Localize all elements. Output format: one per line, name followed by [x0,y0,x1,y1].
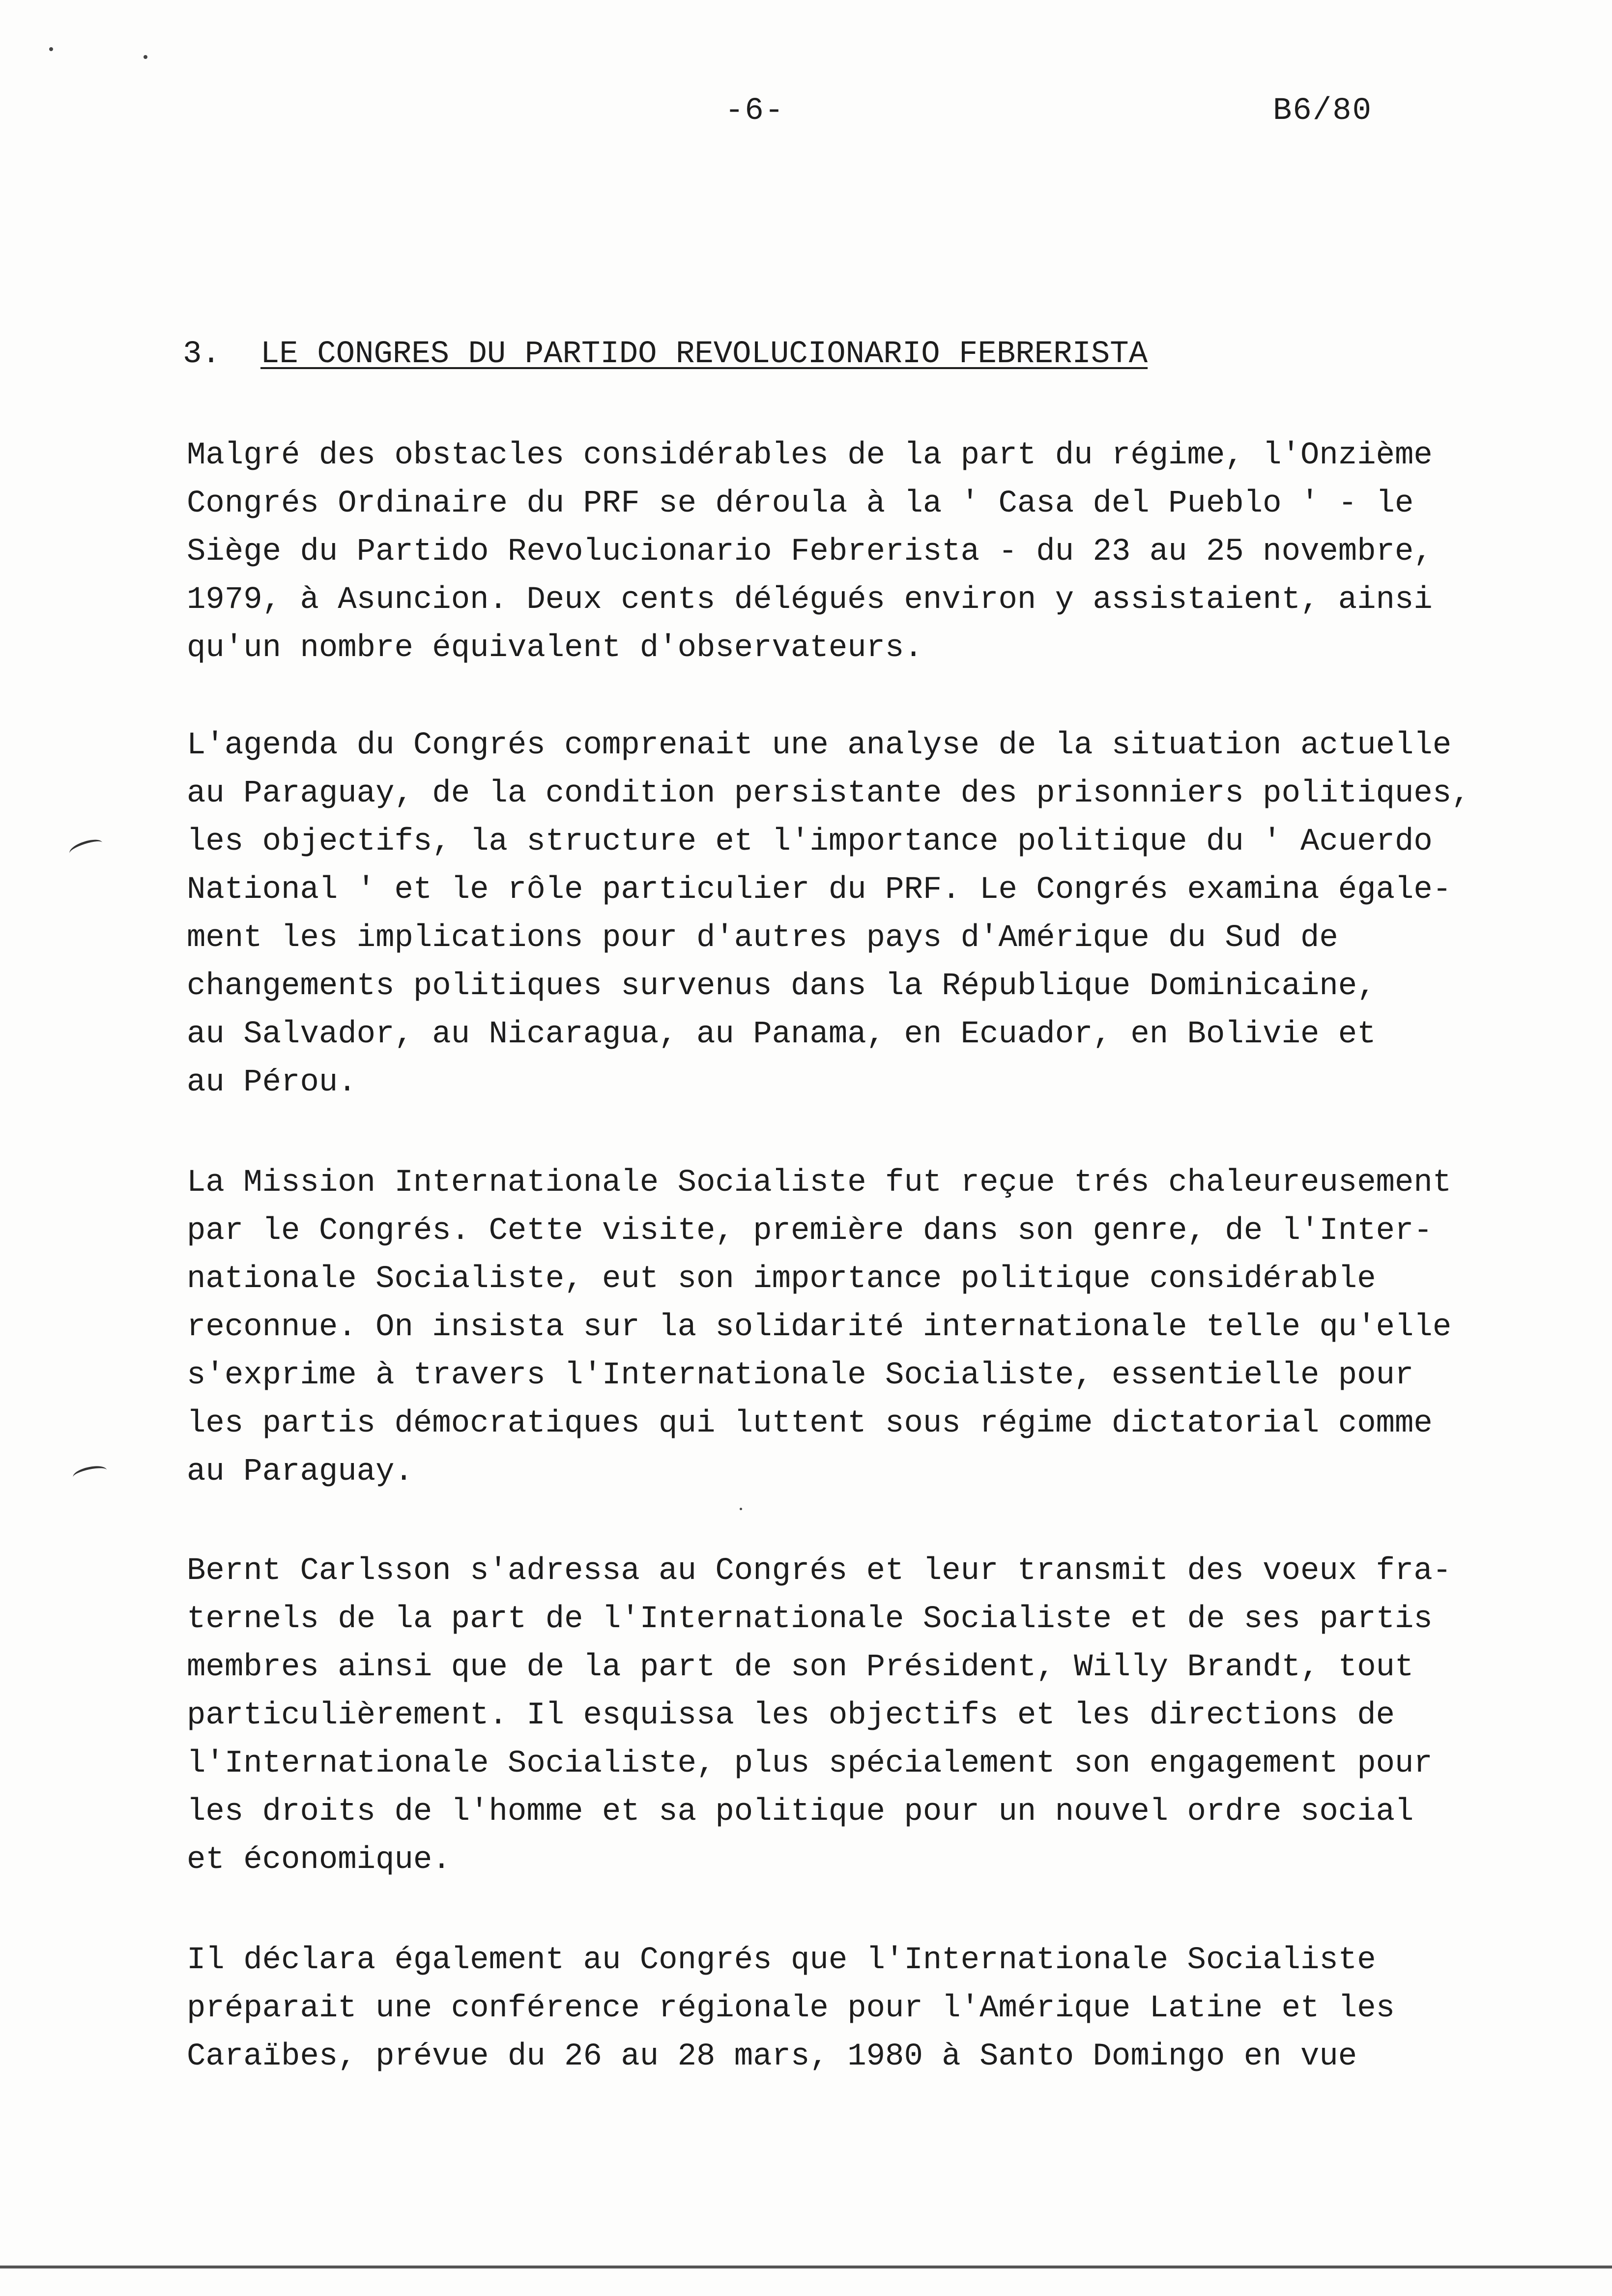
text-line: 1979, à Asuncion. Deux cents délégués environ y assistaient, ainsi [187,582,1433,618]
text-line: La Mission Internationale Socialiste fut reçue trés chaleureusement [187,1165,1452,1201]
text-line: Il déclara également au Congrés que l'Internationale Socialiste [187,1943,1376,1978]
section-title: LE CONGRES DU PARTIDO REVOLUCIONARIO FEBRERISTA [260,337,1148,372]
text-line: membres ainsi que de la part de son Président, Willy Brandt, tout [187,1650,1414,1685]
paragraph-3 [187,1159,1548,1496]
paragraph-4 [187,1547,1548,1884]
scan-speck [740,1508,742,1510]
text-line: particulièrement. Il esquissa les objectifs et les directions de [187,1698,1395,1733]
scan-speck [144,55,147,59]
section-number: 3. [183,337,221,372]
text-line: reconnue. On insista sur la solidarité internationale telle qu'elle [187,1310,1452,1345]
scan-speck [49,47,53,51]
text-line: Caraïbes, prévue du 26 au 28 mars, 1980 à Santo Domingo en vue [187,2039,1357,2074]
section-heading [183,337,1148,372]
page-number: -6- [725,93,785,129]
page-bottom-edge [0,2266,1612,2268]
text-line: Malgré des obstacles considérables de la part du régime, l'Onzième [187,438,1433,473]
text-line: ment les implications pour d'autres pays d'Amérique du Sud de [187,920,1338,956]
text-line: les droits de l'homme et sa politique pour un nouvel ordre social [187,1794,1414,1830]
text-line: l'Internationale Socialiste, plus spécialement son engagement pour [187,1746,1433,1781]
text-line: les partis démocratiques qui luttent sous régime dictatorial comme [187,1406,1433,1441]
margin-mark [68,836,105,860]
text-line: au Pérou. [187,1065,357,1100]
text-line: Bernt Carlsson s'adressa au Congrés et leur transmit des voeux fra- [187,1553,1452,1589]
paragraph-2 [187,721,1548,1107]
text-line: par le Congrés. Cette visite, première dans son genre, de l'Inter- [187,1213,1433,1249]
text-line: nationale Socialiste, eut son importance politique considérable [187,1262,1376,1297]
document-reference: B6/80 [1273,93,1373,129]
text-line: National ' et le rôle particulier du PRF. Le Congrés examina égale- [187,872,1452,908]
text-line: changements politiques survenus dans la République Dominicaine, [187,969,1376,1004]
text-line: Congrés Ordinaire du PRF se déroula à la ' Casa del Pueblo ' - le [187,486,1414,521]
paragraph-1 [187,431,1548,672]
text-line: L'agenda du Congrés comprenait une analyse de la situation actuelle [187,728,1452,763]
text-line: au Salvador, au Nicaragua, au Panama, en Ecuador, en Bolivie et [187,1017,1376,1052]
text-line: Siège du Partido Revolucionario Febrerista - du 23 au 25 novembre, [187,534,1433,570]
text-line: qu'un nombre équivalent d'observateurs. [187,631,923,666]
text-line: préparait une conférence régionale pour l'Amérique Latine et les [187,1991,1395,2026]
text-line: au Paraguay, de la condition persistante des prisonniers politiques, [187,776,1470,811]
text-line: au Paraguay. [187,1454,413,1490]
text-line: s'exprime à travers l'Internationale Socialiste, essentielle pour [187,1358,1414,1393]
text-line: et économique. [187,1842,451,1878]
margin-mark [72,1464,108,1484]
paragraph-5 [187,1936,1548,2081]
text-line: les objectifs, la structure et l'importance politique du ' Acuerdo [187,824,1433,860]
text-line: ternels de la part de l'Internationale Socialiste et de ses partis [187,1602,1433,1637]
